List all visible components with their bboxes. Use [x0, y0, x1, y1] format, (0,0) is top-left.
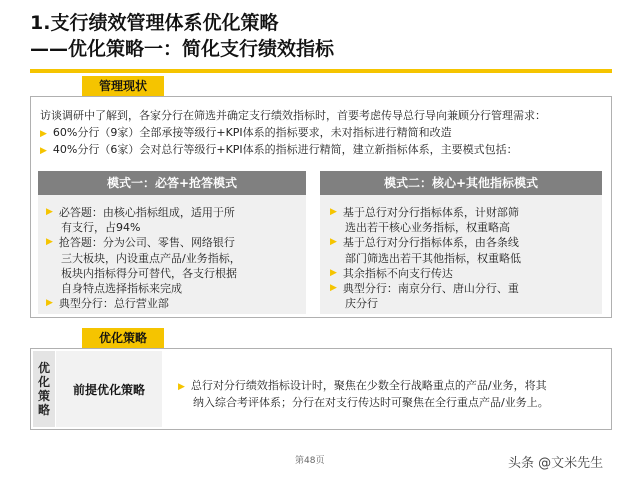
list-item: ▶ 基于总行对分行指标体系，由各条线: [330, 236, 519, 250]
watermark: 头条 @文米先生: [508, 456, 604, 471]
bullet-triangle-icon: ▶: [46, 298, 53, 309]
bullet-triangle-icon: ▶: [330, 207, 337, 217]
optimization-vertical-label: [33, 351, 55, 427]
mode2-heading: 模式二：核心+其他指标模式: [320, 171, 602, 195]
status-bullet-1: ▶ 60%分行（9家）全部承接等级行+KPI体系的指标要求，未对指标进行精简和改造: [40, 126, 452, 139]
vertical-label-text: 优化策略: [37, 361, 50, 417]
bullet-triangle-icon: ▶: [178, 382, 185, 392]
mode2-list: ▶ 基于总行对分行指标体系，计财部筛 选出若干核心业务指标，权重略高 ▶ 基于总行对分行指标体系，由各条线 部门筛选出若干其他指标，权重略低 ▶ 其余指标不向支行传达 ▶ 典型分行：南京分行、唐山分行、重 庆分行: [330, 205, 598, 311]
bullet-triangle-icon: ▶: [330, 267, 337, 278]
list-item: ▶ 其余指标不向支行传达: [330, 266, 453, 280]
bullet-triangle-icon: ▶: [330, 237, 337, 248]
bullet-triangle-icon: ▶: [46, 237, 53, 248]
status-bullet-2: ▶ 40%分行（6家）会对总行等级行+KPI体系的指标进行精简，建立新指标体系，主要模式包括：: [40, 143, 518, 156]
list-item: ▶ 抢答题：分为公司、零售、网络银行: [46, 236, 235, 250]
list-item: ▶ 基于总行对分行指标体系，计财部筛: [330, 206, 519, 219]
optimization-label: 前提优化策略: [56, 351, 162, 427]
status-intro: 访谈调研中了解到，各家分行在筛选并确定支行绩效指标时，首要考虑传导总行导向兼顾分行管理需求：: [40, 109, 546, 122]
page-number: 第48页: [295, 456, 325, 466]
page-subtitle: ——优化策略一：简化支行绩效指标: [30, 38, 335, 60]
optimization-section-tab: 优化策略: [82, 328, 164, 348]
bullet-triangle-icon: ▶: [330, 283, 337, 294]
list-item: ▶ 典型分行：南京分行、唐山分行、重: [330, 282, 519, 296]
title-underline: [30, 69, 612, 73]
bullet-triangle-icon: ▶: [46, 207, 53, 217]
page-title: 1.支行绩效管理体系优化策略: [30, 12, 279, 34]
status-section-tab: 管理现状: [82, 76, 164, 96]
optimization-text-line2: 纳入综合考评体系；分行在对支行传达时可聚焦在全行重点产品/业务上。: [193, 396, 549, 409]
optimization-text: [178, 378, 598, 411]
bullet-triangle-icon: ▶: [40, 146, 47, 156]
list-item: ▶ 必答题：由核心指标组成，适用于所: [46, 206, 235, 219]
mode1-list: ▶ 必答题：由核心指标组成，适用于所 有支行，占94% ▶ 抢答题：分为公司、零售、网络银行 三大板块，内设重点产品/业务指标， 板块内指标得分可替代，各支行根据 自身特点选择指标来完成 ▶ 典型分行：总行营业部: [46, 205, 302, 311]
list-item: ▶ 典型分行：总行营业部: [46, 297, 169, 311]
mode1-heading: 模式一：必答+抢答模式: [38, 171, 306, 195]
optimization-text-line1: ▶ 总行对分行绩效指标设计时，聚焦在少数全行战略重点的产品/业务，将其: [178, 379, 547, 392]
bullet-triangle-icon: ▶: [40, 129, 47, 139]
